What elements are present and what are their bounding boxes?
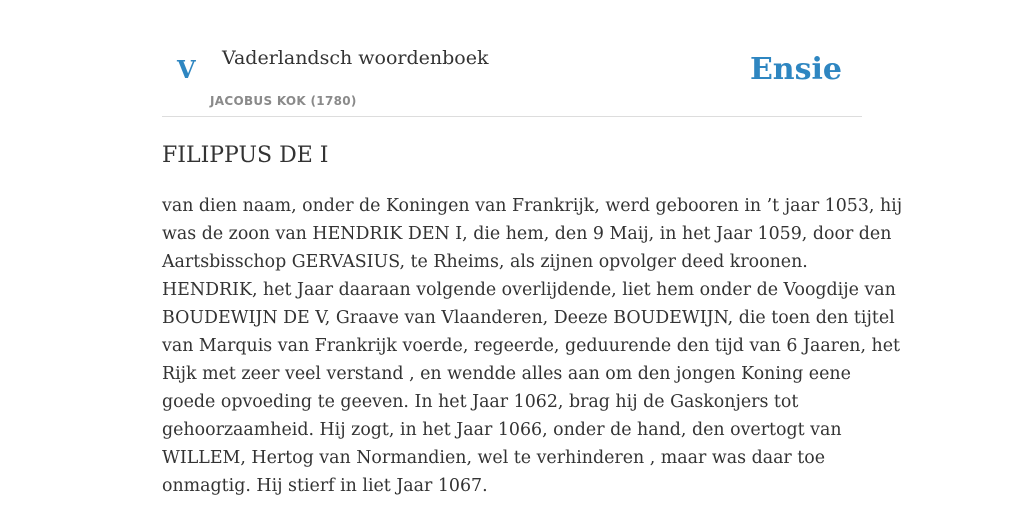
letter-index-link[interactable]: V [177,55,196,84]
entry-body-line: onmagtig. Hij stierf in liet Jaar 1067. [162,476,488,496]
dictionary-title-link[interactable]: Vaderlandsch woordenboek [222,47,489,69]
entry-body-line: van Marquis van Frankrijk voerde, regeerde, geduurende den tijd van 6 Jaaren, het [162,336,901,356]
entry-body-line: WILLEM, Hertog van Normandien, wel te verhinderen , maar was daar toe [162,448,826,468]
entry-body-line: HENDRIK, het Jaar daaraan volgende overlijdende, liet hem onder de Voogdije van [162,280,896,300]
entry-body-line: was de zoon van HENDRIK DEN I, die hem, den 9 Maij, in het Jaar 1059, door den [162,224,892,244]
ensie-logo-link[interactable]: Ensie [749,52,842,87]
dictionary-author-link[interactable]: JACOBUS KOK (1780) [210,94,357,108]
page-header [162,0,862,117]
entry-title: FILIPPUS DE I [162,143,329,168]
entry-body-line: BOUDEWIJN DE V, Graave van Vlaanderen, Deeze BOUDEWIJN, die toen den tijtel [162,308,895,328]
entry-body-line: Rijk met zeer veel verstand , en wendde alles aan om den jongen Koning eene [162,364,851,384]
entry-body-line: Aartsbisschop GERVASIUS, te Rheims, als zijnen opvolger deed kroonen. [162,252,808,272]
entry-body-line: goede opvoeding te geeven. In het Jaar 1062, brag hij de Gaskonjers tot [162,392,799,412]
entry-body-line: gehoorzaamheid. Hij zogt, in het Jaar 1066, onder de hand, den overtogt van [162,420,842,440]
entry-body-line: van dien naam, onder de Koningen van Frankrijk, werd gebooren in ’t jaar 1053, hij [162,196,903,216]
entry-body [162,192,903,500]
